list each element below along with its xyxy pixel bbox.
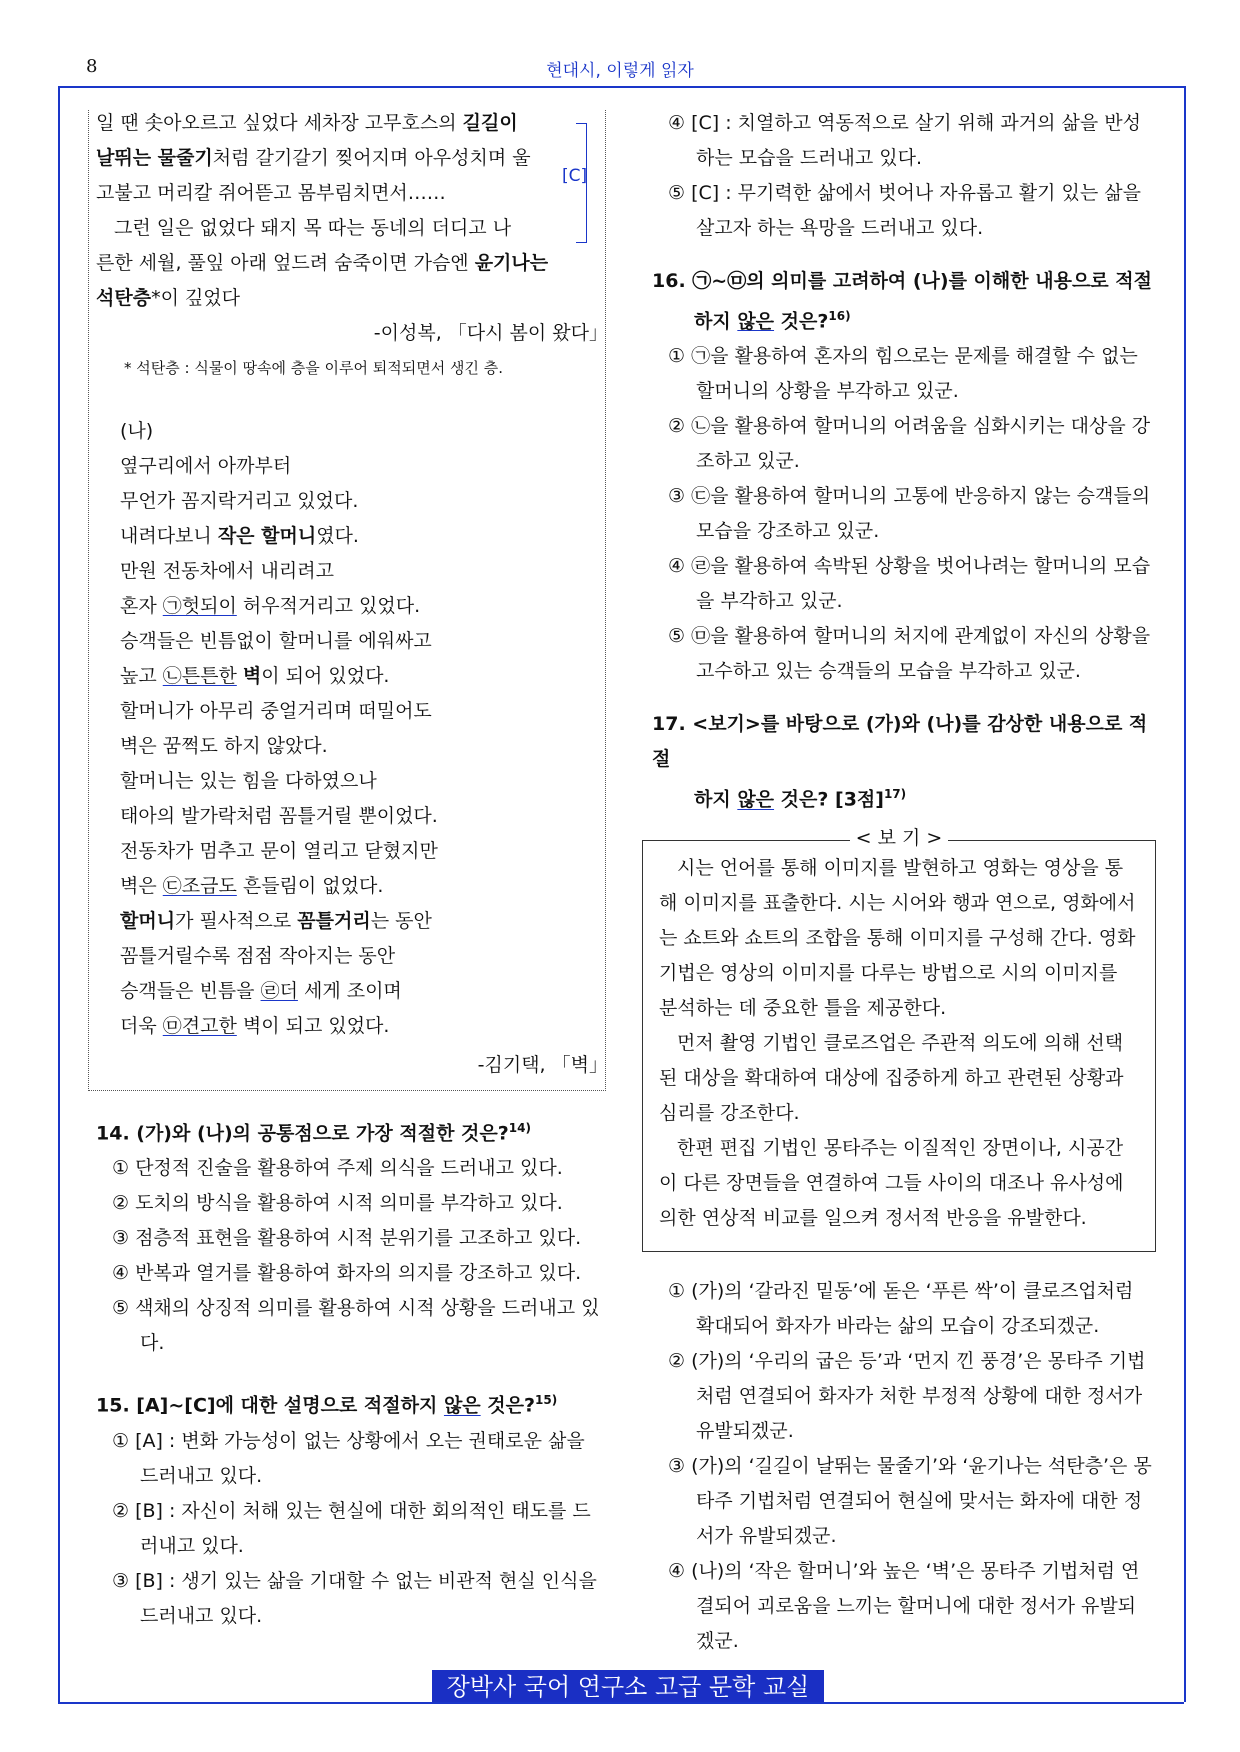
poem-line bbox=[96, 246, 608, 281]
marked-word: ㉢조금도 bbox=[162, 875, 237, 897]
poem-line: 옆구리에서 아까부터 bbox=[120, 455, 292, 477]
text: 높고 bbox=[120, 665, 163, 687]
text: 것은? [3점] bbox=[774, 788, 884, 811]
poem-line: 무언가 꼼지락거리고 있었다. bbox=[120, 490, 359, 512]
poem-line: 벽은 꿈쩍도 하지 않았다. bbox=[120, 735, 328, 757]
option[interactable]: ⑤ 색채의 상징적 의미를 활용하여 시적 상황을 드러내고 있다. bbox=[112, 1297, 600, 1355]
bold-phrase: 할머니 bbox=[120, 910, 176, 932]
poem-ga-tail bbox=[96, 106, 608, 386]
option[interactable]: ③ 점층적 표현을 활용하여 시적 분위기를 고조하고 있다. bbox=[112, 1227, 582, 1250]
text: 15. [A]~[C]에 대한 설명으로 적절하지 bbox=[96, 1394, 444, 1417]
footnote: * 석탄층 : 식물이 땅속에 층을 이루어 퇴적되면서 생긴 층. bbox=[124, 359, 504, 377]
text: 하지 bbox=[694, 788, 738, 811]
option[interactable]: ④ [C] : 치열하고 역동적으로 살기 위해 과거의 삶을 반성하는 모습을 드러내고 있다. bbox=[668, 112, 1141, 169]
option[interactable]: ① (가)의 ‘갈라진 밑동’에 돋은 ‘푸른 싹’이 클로즈업처럼 확대되어 화자가 바라는 삶의 모습이 강조되겠군. bbox=[668, 1280, 1134, 1337]
underlined-word: 않은 bbox=[737, 310, 775, 333]
option[interactable]: ③ (가)의 ‘길길이 날뛰는 물줄기’와 ‘윤기나는 석탄층’은 몽타주 기법처럼 연결되어 현실에 맞서는 화자에 대한 정서가 유발되겠군. bbox=[668, 1455, 1152, 1547]
option[interactable]: ② (가)의 ‘우리의 굽은 등’과 ‘먼지 낀 풍경’은 몽타주 기법처럼 연결되어 화자가 처한 부정적 상황에 대한 정서가 유발되겠군. bbox=[668, 1350, 1146, 1442]
text: 는 동안 bbox=[370, 910, 432, 932]
text: 하지 bbox=[694, 310, 738, 333]
citation: -이성복, 「다시 봄이 왔다」 bbox=[373, 322, 608, 344]
poem-line: 꼼틀거릴수록 점점 작아지는 동안 bbox=[120, 945, 396, 967]
poem-line: 전동차가 멈추고 문이 열리고 닫혔지만 bbox=[120, 840, 438, 862]
poem-line: 태아의 발가락처럼 꼼틀거릴 뿐이었다. bbox=[120, 805, 438, 827]
text: 른한 세월, 풀잎 아래 엎드려 숨죽이면 가슴엔 bbox=[96, 252, 475, 274]
question-14 bbox=[96, 1111, 608, 1361]
text: 승객들은 빈틈을 bbox=[120, 980, 261, 1002]
running-title: 현대시, 이렇게 읽자 bbox=[546, 61, 694, 81]
bold-phrase: 윤기나는 bbox=[474, 252, 549, 274]
marked-word: ㉡튼튼한 bbox=[162, 665, 237, 687]
option[interactable]: ① ㉠을 활용하여 혼자의 힘으로는 문제를 해결할 수 없는 할머니의 상황을 부각하고 있군. bbox=[668, 345, 1138, 403]
text: 벽이 되고 있었다. bbox=[236, 1015, 390, 1037]
bogi-paragraph: 먼저 촬영 기법인 클로즈업은 주관적 의도에 의해 선택된 대상을 확대하여 대상에 집중하게 하고 관련된 상황과 심리를 강조한다. bbox=[659, 1032, 1124, 1124]
question-17 bbox=[652, 707, 1152, 817]
option[interactable]: ④ ㉣을 활용하여 속박된 상황을 벗어나려는 할머니의 모습을 부각하고 있군. bbox=[668, 555, 1151, 613]
poem-line: 승객들은 빈틈없이 할머니를 에워싸고 bbox=[120, 630, 432, 652]
bold-phrase: 석탄층 bbox=[96, 287, 152, 309]
footnote-ref: 14) bbox=[508, 1121, 531, 1135]
question-title-cont bbox=[652, 777, 1152, 817]
poem-label: (나) bbox=[120, 420, 154, 442]
text: 흔들림이 없었다. bbox=[236, 875, 384, 897]
text: 처럼 갈기갈기 찢어지며 아우성치며 울 bbox=[212, 147, 531, 169]
bold-phrase: 길길이 bbox=[462, 112, 518, 134]
text: 일 땐 솟아오르고 싶었다 세차장 고무호스의 bbox=[96, 112, 463, 134]
poem-line bbox=[120, 1009, 608, 1044]
text: 벽은 bbox=[120, 875, 163, 897]
bogi-paragraph: 한편 편집 기법인 몽타주는 이질적인 장면이나, 시공간이 다른 장면들을 연결하여 그들 사이의 대조나 유사성에 의한 연상적 비교를 일으켜 정서적 반응을 유발한다. bbox=[659, 1137, 1124, 1229]
text: 였다. bbox=[316, 525, 359, 547]
question-15-continued bbox=[652, 106, 1152, 246]
option[interactable]: ② ㉡을 활용하여 할머니의 어려움을 심화시키는 대상을 강조하고 있군. bbox=[668, 415, 1151, 473]
text: 내려다보니 bbox=[120, 525, 218, 547]
page-number: 8 bbox=[86, 56, 98, 77]
footer-banner: 장박사 국어 연구소 고급 문학 교실 bbox=[432, 1670, 824, 1704]
marked-word: ㉣더 bbox=[260, 980, 298, 1002]
underlined-word: 않은 bbox=[737, 788, 775, 811]
poem-line: 할머니가 아무리 중얼거리며 떠밀어도 bbox=[120, 700, 432, 722]
bracket-c-label: [C] bbox=[562, 166, 588, 186]
footer-line bbox=[58, 1702, 1184, 1704]
text: 것은? bbox=[774, 310, 829, 333]
marked-word: ㉠헛되이 bbox=[162, 595, 237, 617]
text: *이 깊었다 bbox=[151, 287, 241, 309]
poem-line: 만원 전동차에서 내리려고 bbox=[120, 560, 334, 582]
question-title: 17. <보기>를 바탕으로 (가)와 (나)를 감상한 내용으로 적절 bbox=[652, 713, 1148, 771]
question-16 bbox=[652, 264, 1152, 689]
option[interactable]: ② 도치의 방식을 활용하여 시적 의미를 부각하고 있다. bbox=[112, 1192, 563, 1215]
option[interactable]: ⑤ ㉤을 활용하여 할머니의 처지에 관계없이 자신의 상황을 고수하고 있는 승객들의 모습을 부각하고 있군. bbox=[668, 625, 1151, 683]
bold-phrase: 작은 할머니 bbox=[217, 525, 317, 547]
poem-line bbox=[120, 659, 608, 694]
bold-phrase: 꼼틀거리 bbox=[297, 910, 371, 932]
bogi-box bbox=[642, 827, 1156, 1252]
poem-line bbox=[96, 141, 608, 176]
option[interactable]: ④ (나)의 ‘작은 할머니’와 높은 ‘벽’은 몽타주 기법처럼 연결되어 괴로움을 느끼는 할머니에 대한 정서가 유발되겠군. bbox=[668, 1560, 1140, 1652]
question-title bbox=[96, 1383, 608, 1423]
bogi-paragraph: 시는 언어를 통해 이미지를 발현하고 영화는 영상을 통해 이미지를 표출한다. 시는 시어와 행과 연으로, 영화에서는 쇼트와 쇼트의 조합을 통해 이미지를 구성해 간다. 영화 기법은 영상의 이미지를 다루는 방법으로 시의 이미지를 분석하는 데 중요한 틀을 제공한다. bbox=[659, 857, 1136, 1019]
poem-line bbox=[120, 904, 608, 939]
underlined-word: 않은 bbox=[443, 1394, 481, 1417]
footnote-ref: 17) bbox=[883, 787, 907, 802]
text: 혼자 bbox=[120, 595, 163, 617]
question-17-options bbox=[652, 1274, 1152, 1659]
option[interactable]: ⑤ [C] : 무기력한 삶에서 벗어나 자유롭고 활기 있는 삶을 살고자 하는 욕망을 드러내고 있다. bbox=[668, 182, 1141, 239]
poem-line bbox=[96, 106, 608, 141]
poem-line bbox=[120, 974, 608, 1009]
text: 것은? bbox=[480, 1394, 536, 1417]
right-column bbox=[652, 106, 1152, 818]
bold-phrase: 벽 bbox=[242, 665, 262, 687]
text: 이 되어 있었다. bbox=[261, 665, 390, 687]
bogi-title: < 보 기 > bbox=[850, 827, 949, 849]
poem-line bbox=[120, 589, 608, 624]
option[interactable]: ① 단정적 진술을 활용하여 주제 의식을 드러내고 있다. bbox=[112, 1157, 563, 1180]
question-title bbox=[96, 1111, 608, 1151]
text: 더욱 bbox=[120, 1015, 163, 1037]
bold-phrase: 날뛰는 물줄기 bbox=[96, 147, 213, 169]
marked-word: ㉤견고한 bbox=[162, 1015, 237, 1037]
option[interactable]: ③ ㉢을 활용하여 할머니의 고통에 반응하지 않는 승객들의 모습을 강조하고 있군. bbox=[668, 485, 1151, 543]
question-title: 16. ㉠~㉤의 의미를 고려하여 (나)를 이해한 내용으로 적절 bbox=[652, 270, 1152, 292]
poem-line: 고불고 머리칼 쥐어뜯고 몸부림치면서…… bbox=[96, 182, 446, 204]
text: 허우적거리고 있었다. bbox=[236, 595, 421, 617]
poem-line bbox=[120, 869, 608, 904]
text: 가 필사적으로 bbox=[175, 910, 298, 932]
poem-line: 그런 일은 없었다 돼지 목 따는 동네의 더디고 나 bbox=[114, 217, 512, 239]
text: 세게 조이며 bbox=[297, 980, 402, 1002]
poem-line: 할머니는 있는 힘을 다하였으나 bbox=[120, 770, 377, 792]
option[interactable]: ② [B] : 자신이 처해 있는 현실에 대한 회의적인 태도를 드러내고 있다. bbox=[112, 1499, 591, 1557]
option[interactable]: ④ 반복과 열거를 활용하여 화자의 의지를 강조하고 있다. bbox=[112, 1262, 582, 1285]
left-column bbox=[96, 106, 608, 1634]
text: 14. (가)와 (나)의 공통점으로 가장 적절한 것은? bbox=[96, 1122, 509, 1145]
question-title-cont bbox=[652, 299, 1152, 339]
question-15 bbox=[96, 1383, 608, 1633]
footnote-ref: 15) bbox=[535, 1393, 558, 1408]
footnote-ref: 16) bbox=[828, 309, 851, 323]
poem-na bbox=[96, 414, 608, 1083]
poem-line bbox=[96, 281, 608, 316]
citation: -김기택, 「벽」 bbox=[477, 1054, 608, 1076]
option[interactable]: ③ [B] : 생기 있는 삶을 기대할 수 없는 비관적 현실 인식을 드러내고 있다. bbox=[112, 1569, 597, 1627]
option[interactable]: ① [A] : 변화 가능성이 없는 상황에서 오는 권태로운 삶을 드러내고 있다. bbox=[112, 1429, 585, 1487]
poem-line bbox=[120, 519, 608, 554]
